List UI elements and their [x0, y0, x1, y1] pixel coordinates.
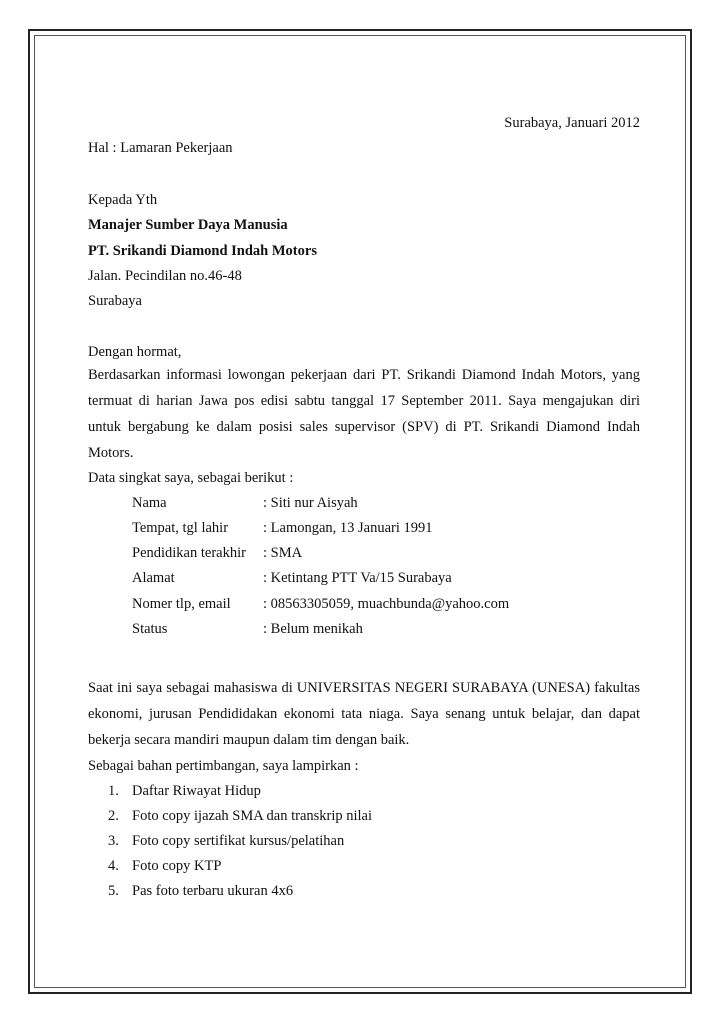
attachment-item [108, 807, 372, 825]
greeting: Dengan hormat, [88, 344, 182, 360]
personal-value: : Ketintang PTT Va/15 Surabaya [263, 570, 452, 586]
attachment-number: 2. [108, 808, 119, 824]
personal-label: Pendidikan terakhir [132, 545, 246, 561]
body-paragraph: Saat ini saya sebagai mahasiswa di UNIVERSITAS NEGERI SURABAYA (UNESA) fakultas ekonomi, jurusan Pendididakan ekonomi tata niaga. Saya senang untuk belajar, dan dapat bekerja secara mandiri maupun dalam tim dengan baik. [88, 680, 640, 748]
attachment-item [108, 782, 261, 800]
letter-date: Surabaya, Januari 2012 [504, 115, 640, 131]
attachment-item [108, 832, 344, 850]
attachment-number: 5. [108, 883, 119, 899]
personal-row [132, 519, 433, 537]
personal-row [132, 595, 509, 613]
personal-row [132, 494, 358, 512]
attachment-text: Foto copy KTP [132, 858, 222, 874]
recipient-company: PT. Srikandi Diamond Indah Motors [88, 243, 317, 259]
attachment-number: 1. [108, 783, 119, 799]
personal-row [132, 620, 363, 638]
personal-value: : Belum menikah [263, 621, 363, 637]
attachment-item [108, 857, 221, 875]
letter-subject: Hal : Lamaran Pekerjaan [88, 140, 233, 156]
attachment-text: Foto copy sertifikat kursus/pelatihan [132, 833, 345, 849]
data-intro: Data singkat saya, sebagai berikut : [88, 470, 294, 486]
personal-row [132, 544, 302, 562]
attachment-number: 4. [108, 858, 119, 874]
attachment-item [108, 882, 293, 900]
personal-value: : SMA [263, 545, 303, 561]
personal-row [132, 569, 452, 587]
personal-label: Status [132, 621, 168, 637]
personal-label: Nama [132, 495, 167, 511]
recipient-position: Manajer Sumber Daya Manusia [88, 217, 288, 233]
intro-paragraph: Berdasarkan informasi lowongan pekerjaan dari PT. Srikandi Diamond Indah Motors, yang termuat di harian Jawa pos edisi sabtu tanggal 17 September 2011. Saya mengajukan diri untuk bergabung ke dalam posisi sales supervisor (SPV) di PT. Srikandi Diamond Indah Motors. [88, 367, 640, 461]
attachment-text: Pas foto terbaru ukuran 4x6 [132, 883, 294, 899]
attachment-number: 3. [108, 833, 119, 849]
recipient-city: Surabaya [88, 293, 142, 309]
recipient-salutation: Kepada Yth [88, 192, 158, 208]
personal-label: Nomer tlp, email [132, 596, 231, 612]
personal-label: Alamat [132, 570, 175, 586]
personal-label: Tempat, tgl lahir [132, 520, 229, 536]
personal-value: : Siti nur Aisyah [263, 495, 358, 511]
personal-value: : 08563305059, muachbunda@yahoo.com [263, 596, 510, 612]
attachment-text: Foto copy ijazah SMA dan transkrip nilai [132, 808, 373, 824]
recipient-street: Jalan. Pecindilan no.46-48 [88, 268, 242, 284]
attachment-text: Daftar Riwayat Hidup [132, 783, 261, 799]
attachments-intro: Sebagai bahan pertimbangan, saya lampirkan : [88, 758, 359, 774]
personal-value: : Lamongan, 13 Januari 1991 [263, 520, 433, 536]
